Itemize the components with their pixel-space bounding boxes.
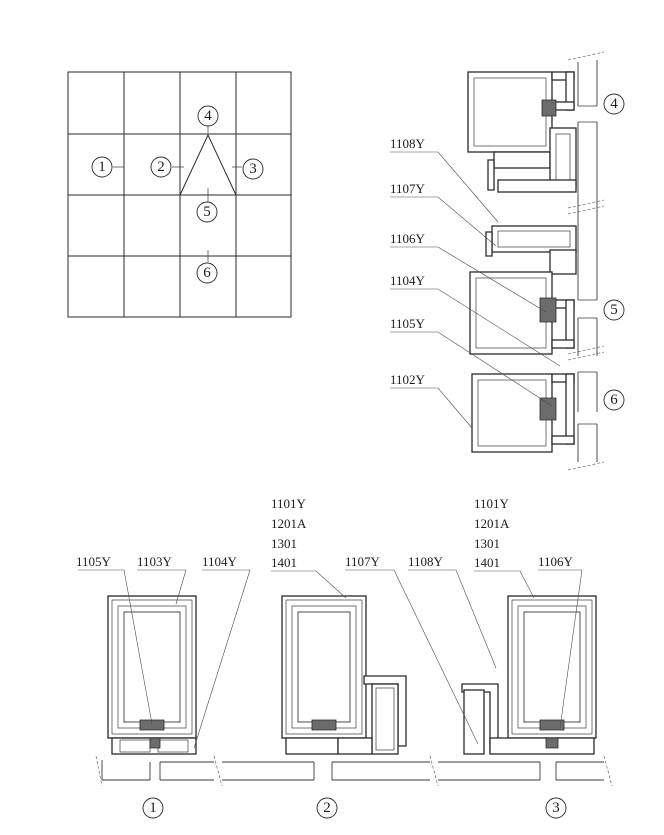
callout-label: 1301 [271,536,297,551]
marker-label: 2 [323,800,331,816]
callout-label: 1101Y [271,496,306,511]
callout-label: 1105Y [76,554,111,569]
callout-label: 1103Y [137,554,172,569]
marker-label: 1 [98,159,106,175]
callout-label: 1102Y [390,372,425,387]
marker-label: 4 [204,108,212,124]
horizontal-section-detail-3 [438,596,612,786]
callout-label: 1108Y [390,136,425,151]
transom-profile [468,72,552,152]
callout-label: 1107Y [390,181,425,196]
marker-label: 5 [610,302,618,318]
grid-elevation [68,72,291,317]
horizontal-section-markers [143,798,566,818]
callout-label: 1104Y [390,273,425,288]
callout-label: 1201A [271,516,307,531]
vertical-section-markers [604,94,624,410]
marker-label: 3 [552,800,560,816]
callout-label: 1107Y [345,554,380,569]
marker-label: 1 [149,800,157,816]
marker-label: 6 [610,392,618,408]
marker-label: 3 [249,161,257,177]
marker-label: 5 [203,204,211,220]
callout-label: 1108Y [408,554,443,569]
callout-label: 1201A [474,516,510,531]
callout-label: 1106Y [538,554,573,569]
horizontal-section-detail-1 [96,596,222,786]
callout-label: 1301 [474,536,500,551]
vertical-section [468,52,604,470]
callout-label: 1106Y [390,231,425,246]
callout-label: 1105Y [390,316,425,331]
callout-label: 1401 [271,555,297,570]
marker-label: 2 [157,159,165,175]
marker-label: 4 [610,96,618,112]
marker-label: 6 [203,265,211,281]
callout-label: 1401 [474,555,500,570]
callout-label: 1104Y [202,554,237,569]
horizontal-section-detail-2 [222,596,438,786]
opening-window-triangle [180,135,236,195]
callout-label: 1101Y [474,496,509,511]
